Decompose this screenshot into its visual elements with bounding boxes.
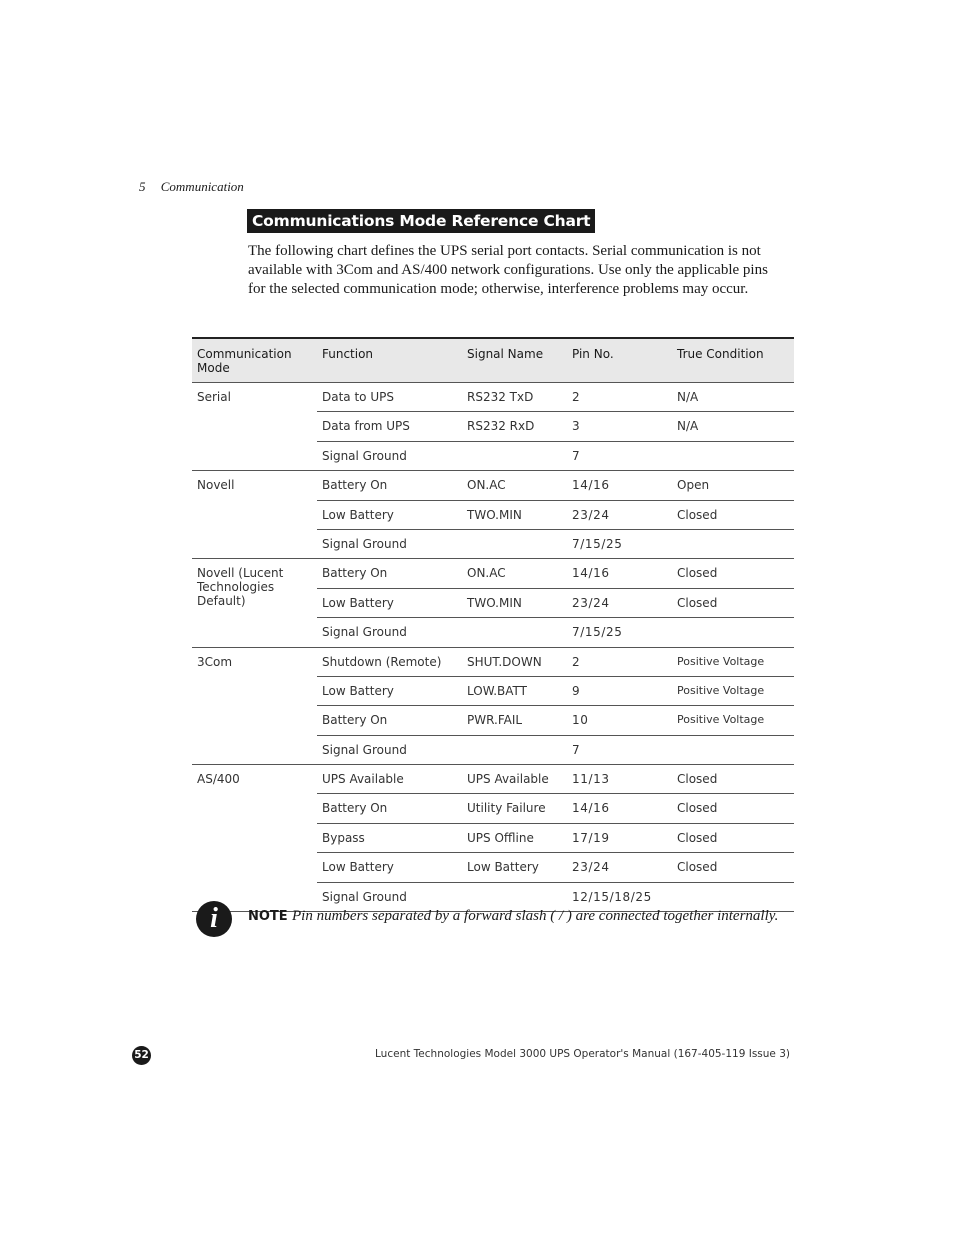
- function-cell: Low Battery: [317, 853, 462, 882]
- pin-cell: 23/24: [567, 588, 672, 617]
- condition-cell: Closed: [672, 794, 794, 823]
- function-cell: Battery On: [317, 471, 462, 500]
- pin-cell: 7: [567, 735, 672, 764]
- signal-cell: ON.AC: [462, 559, 567, 588]
- function-cell: Low Battery: [317, 676, 462, 705]
- condition-cell: Closed: [672, 853, 794, 882]
- condition-cell: Positive Voltage: [672, 647, 794, 676]
- mode-cell: AS/400: [192, 765, 317, 912]
- table-row: [192, 647, 794, 676]
- condition-cell: [672, 529, 794, 558]
- function-cell: Signal Ground: [317, 735, 462, 764]
- chapter-number: 5: [139, 179, 146, 194]
- condition-cell: Positive Voltage: [672, 706, 794, 735]
- signal-cell: TWO.MIN: [462, 588, 567, 617]
- header-signal: Signal Name: [462, 338, 567, 383]
- function-cell: Low Battery: [317, 588, 462, 617]
- function-cell: Signal Ground: [317, 882, 462, 911]
- reference-table: [192, 337, 794, 912]
- note-label: NOTE: [248, 909, 288, 924]
- function-cell: Low Battery: [317, 500, 462, 529]
- function-cell: Battery On: [317, 706, 462, 735]
- header-condition: True Condition: [672, 338, 794, 383]
- pin-cell: 23/24: [567, 500, 672, 529]
- signal-cell: [462, 441, 567, 470]
- signal-cell: UPS Available: [462, 765, 567, 794]
- condition-cell: [672, 618, 794, 647]
- signal-cell: ON.AC: [462, 471, 567, 500]
- signal-cell: SHUT.DOWN: [462, 647, 567, 676]
- pin-cell: 2: [567, 647, 672, 676]
- pin-cell: 3: [567, 412, 672, 441]
- function-cell: UPS Available: [317, 765, 462, 794]
- pin-cell: 7: [567, 441, 672, 470]
- table-row: [192, 383, 794, 412]
- intro-paragraph: The following chart defines the UPS serial port contacts. Serial communication is not available with 3Com and AS/400 network configurations. Use only the applicable pins for the selected communication mode; otherwise, interference problems may occur.: [248, 243, 768, 297]
- function-cell: Shutdown (Remote): [317, 647, 462, 676]
- function-cell: Data to UPS: [317, 383, 462, 412]
- function-cell: Battery On: [317, 794, 462, 823]
- header-pin: Pin No.: [567, 338, 672, 383]
- table-row: [192, 765, 794, 794]
- header-mode: Communication Mode: [192, 338, 317, 383]
- pin-cell: 7/15/25: [567, 618, 672, 647]
- info-icon: i: [196, 901, 232, 937]
- pin-cell: 2: [567, 383, 672, 412]
- header-function: Function: [317, 338, 462, 383]
- pin-cell: 14/16: [567, 794, 672, 823]
- page-number: 52: [132, 1046, 151, 1065]
- pin-cell: 9: [567, 676, 672, 705]
- function-cell: Signal Ground: [317, 441, 462, 470]
- function-cell: Signal Ground: [317, 529, 462, 558]
- signal-cell: PWR.FAIL: [462, 706, 567, 735]
- pin-cell: 14/16: [567, 559, 672, 588]
- condition-cell: Positive Voltage: [672, 676, 794, 705]
- running-head: [139, 179, 244, 195]
- function-cell: Battery On: [317, 559, 462, 588]
- function-cell: Bypass: [317, 823, 462, 852]
- mode-cell: Novell: [192, 471, 317, 559]
- condition-cell: Closed: [672, 588, 794, 617]
- mode-cell: Serial: [192, 383, 317, 471]
- pin-cell: 17/19: [567, 823, 672, 852]
- condition-cell: N/A: [672, 383, 794, 412]
- pin-cell: 10: [567, 706, 672, 735]
- chapter-title: Communication: [160, 179, 244, 194]
- function-cell: Signal Ground: [317, 618, 462, 647]
- signal-cell: TWO.MIN: [462, 500, 567, 529]
- table-row: [192, 559, 794, 588]
- condition-cell: Closed: [672, 559, 794, 588]
- signal-cell: LOW.BATT: [462, 676, 567, 705]
- pin-cell: 11/13: [567, 765, 672, 794]
- condition-cell: [672, 735, 794, 764]
- mode-cell: 3Com: [192, 647, 317, 765]
- table-header-row: [192, 338, 794, 383]
- function-cell: Data from UPS: [317, 412, 462, 441]
- condition-cell: N/A: [672, 412, 794, 441]
- signal-cell: RS232 TxD: [462, 383, 567, 412]
- condition-cell: Closed: [672, 823, 794, 852]
- pin-cell: 12/15/18/25: [567, 882, 672, 911]
- signal-cell: [462, 618, 567, 647]
- section-title: Communications Mode Reference Chart: [247, 209, 595, 233]
- note-callout: [196, 899, 796, 939]
- condition-cell: [672, 441, 794, 470]
- pin-cell: 23/24: [567, 853, 672, 882]
- signal-cell: UPS Offline: [462, 823, 567, 852]
- condition-cell: Closed: [672, 765, 794, 794]
- pin-cell: 7/15/25: [567, 529, 672, 558]
- mode-cell: Novell (Lucent Technologies Default): [192, 559, 317, 647]
- condition-cell: Open: [672, 471, 794, 500]
- signal-cell: [462, 735, 567, 764]
- signal-cell: Low Battery: [462, 853, 567, 882]
- note-text: Pin numbers separated by a forward slash ( / ) are connected together internally.: [292, 908, 779, 924]
- table-row: [192, 471, 794, 500]
- signal-cell: RS232 RxD: [462, 412, 567, 441]
- footer-text: Lucent Technologies Model 3000 UPS Operator's Manual (167-405-119 Issue 3): [375, 1048, 790, 1060]
- pin-cell: 14/16: [567, 471, 672, 500]
- condition-cell: Closed: [672, 500, 794, 529]
- signal-cell: [462, 529, 567, 558]
- signal-cell: Utility Failure: [462, 794, 567, 823]
